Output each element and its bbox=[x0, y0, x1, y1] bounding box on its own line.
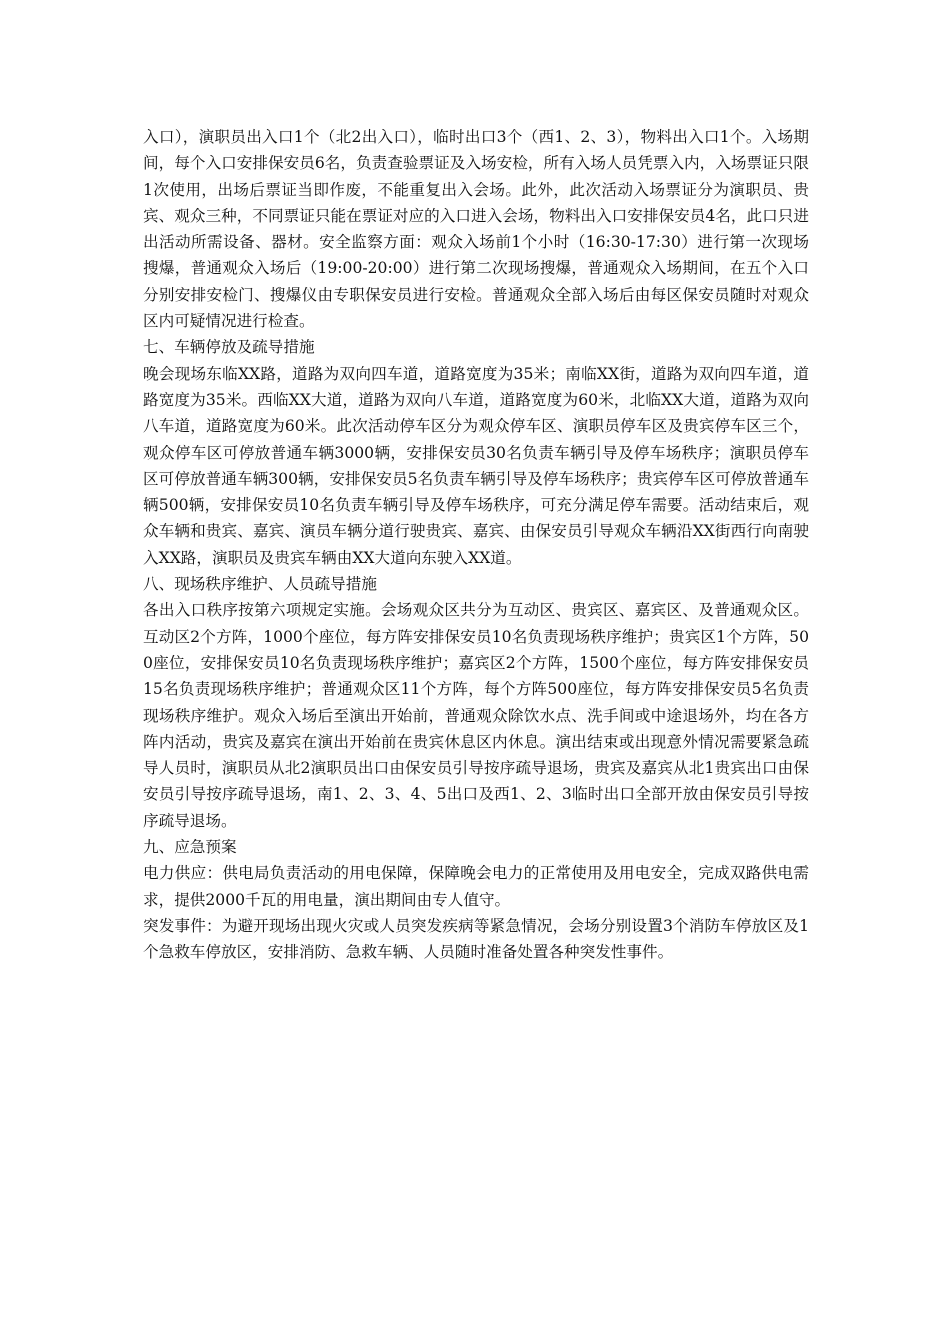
section-heading-emergency-plan: 九、应急预案 bbox=[143, 838, 237, 857]
paragraph-vehicle-parking: 晚会现场东临XX路，道路为双向四车道，道路宽度为35米；南临XX街，道路为双向四车道，道路宽度为35米。西临XX大道，道路为双向八车道，道路宽度为60米，北临XX大道，道路为双向八车道，道路宽度为60米。此次活动停车区分为观众停车区、演职员停车区及贵宾停车区三个，观众停车区可停放普通车辆3000辆，安排保安员30名负责车辆引导及停车场秩序；演职员停车区可停放普通车辆300辆，安排保安员5名负责车辆引导及停车场秩序；贵宾停车区可停放普通车辆500辆，安排保安员10名负责车辆引导及停车场秩序，可充分满足停车需要。活动结束后，观众车辆和贵宾、嘉宾、演员车辆分道行驶贵宾、嘉宾、由保安员引导观众车辆沿XX街西行向南驶入XX路，演职员及贵宾车辆由XX大道向东驶入XX道。 bbox=[143, 364, 809, 567]
document-body bbox=[143, 124, 809, 966]
paragraph-emergency-events: 突发事件：为避开现场出现火灾或人员突发疾病等紧急情况，会场分别设置3个消防车停放区及1个急救车停放区，安排消防、急救车辆、人员随时准备处置各种突发性事件。 bbox=[143, 916, 809, 962]
paragraph-order-maintenance: 各出入口秩序按第六项规定实施。会场观众区共分为互动区、贵宾区、嘉宾区、及普通观众区。互动区2个方阵，1000个座位，每方阵安排保安员10名负责现场秩序维护；贵宾区1个方阵，500座位，安排保安员10名负责现场秩序维护；嘉宾区2个方阵，1500个座位，每方阵安排保安员15名负责现场秩序维护；普通观众区11个方阵，每个方阵500座位，每方阵安排保安员5名负责现场秩序维护。观众入场后至演出开始前，普通观众除饮水点、洗手间或中途退场外，均在各方阵内活动，贵宾及嘉宾在演出开始前在贵宾休息区内休息。演出结束或出现意外情况需要紧急疏导人员时，演职员从北2演职员出口由保安员引导按序疏导退场，贵宾及嘉宾从北1贵宾出口由保安员引导按序疏导退场，南1、2、3、4、5出口及西1、2、3临时出口全部开放由保安员引导按序疏导退场。 bbox=[143, 601, 809, 830]
paragraph-entrances-security: 入口），演职员出入口1个（北2出入口），临时出口3个（西1、2、3），物料出入口1个。入场期间，每个入口安排保安员6名，负责查验票证及入场安检，所有入场人员凭票入内，入场票证只限1次使用，出场后票证当即作废，不能重复出入会场。此外，此次活动入场票证分为演职员、贵宾、观众三种，不同票证只能在票证对应的入口进入会场，物料出入口安排保安员4名，此口只进出活动所需设备、器材。安全监察方面：观众入场前1个小时（16:30-17:30）进行第一次现场搜爆，普通观众入场后（19:00-20:00）进行第二次现场搜爆，普通观众入场期间，在五个入口分别安排安检门、搜爆仪由专职保安员进行安检。普通观众全部入场后由每区保安员随时对观众区内可疑情况进行检查。 bbox=[143, 128, 809, 331]
section-heading-vehicle-parking: 七、车辆停放及疏导措施 bbox=[143, 338, 315, 357]
paragraph-power-supply: 电力供应：供电局负责活动的用电保障，保障晚会电力的正常使用及用电安全，完成双路供电需求，提供2000千瓦的用电量，演出期间由专人值守。 bbox=[143, 864, 809, 909]
section-heading-order-maintenance: 八、现场秩序维护、人员疏导措施 bbox=[143, 575, 377, 594]
